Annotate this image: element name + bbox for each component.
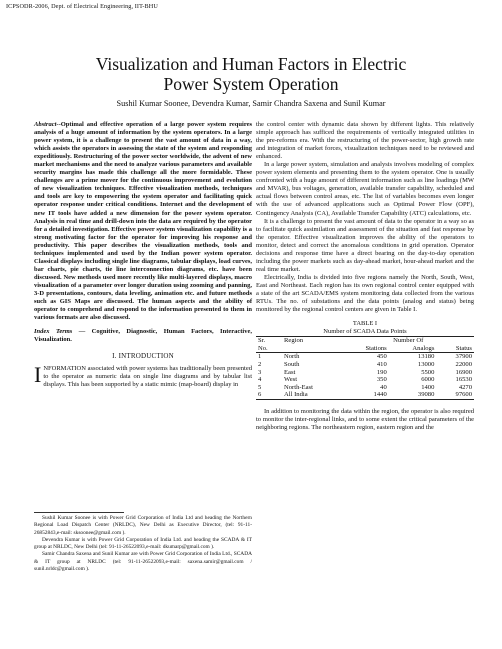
table-row [256, 353, 474, 361]
cell-stations: 410 [376, 360, 387, 368]
header-number-of: Number Of [342, 337, 474, 345]
cell-region: North-East [284, 383, 313, 391]
author-list: Sushil Kumar Soonee, Devendra Kumar, Samir Chandra Saxena and Sunil Kumar [116, 99, 386, 108]
cell-sr: 2 [258, 360, 262, 368]
footnote-divider [34, 512, 124, 513]
right-paragraph-5: In addition to monitoring the data within the region, the operator is also required to monitor the inter-regional links, and to some extent the critical parameters of the neighboring regions. The northeastern region, eastern region and the [256, 407, 474, 431]
right-paragraph-4: Electrically, India is divided into five regions namely the North, South, West, East and Northeast. Each region has its own regional control center equipped with a state of the art SCADA/EMS system monitoring data collected from the various RTUs. The no. of substations and the data points (analog and status) being monitored by the regional control centers are given in Table I. [256, 273, 474, 314]
table-row [256, 384, 474, 392]
right-column [256, 121, 474, 432]
cell-sr: 1 [258, 353, 262, 361]
table-row [256, 369, 474, 377]
scada-data-table [256, 336, 474, 400]
cell-region: All India [282, 391, 342, 399]
cell-stations: 40 [380, 383, 387, 391]
table-row [256, 376, 474, 384]
table-caption-number: TABLE I [352, 320, 378, 328]
index-terms-text: — Cognitive, Diagnostic, Human Factors, Interactive, Visualization. [34, 328, 252, 344]
cell-region: East [284, 368, 296, 376]
footnote-1: Sushil Kumar Soonee is with Power Grid Corporation of India Ltd and heading the Northern Regional Load Dispatch Center (NRLDC), New Delhi as Executive Director, (tel: 91-11-26852843,e-mail: sksoonee@gmail.com ). [34, 515, 252, 536]
header-sr: Sr. [256, 337, 282, 345]
table-row [256, 361, 474, 369]
cell-analogs: 5500 [421, 368, 435, 376]
cell-region: North [284, 353, 300, 361]
paper-title-line1: Visualization and Human Factors in Electric [95, 54, 407, 74]
intro-paragraph [34, 362, 252, 389]
cell-analogs: 1400 [421, 383, 435, 391]
index-terms [34, 328, 252, 344]
cell-status: 37900 [455, 353, 472, 361]
cell-status: 16900 [455, 368, 472, 376]
cell-status: 16530 [455, 376, 472, 384]
left-column [34, 121, 252, 389]
cell-status: 97600 [436, 391, 474, 399]
right-paragraph-1: the control center with dynamic data shown by different lights. This relatively simple approach has sufficed the requirements of vertically integrated utilities in the pre-reforms era. With the restructuring of the power-sector, high growth rate and integration of market forces, visualization techniques need to be reviewed and enhanced. [256, 121, 474, 161]
running-header: ICPSODR-2006, Dept. of Electrical Engineering, IIT-BHU [6, 3, 158, 10]
cell-status: 4270 [458, 383, 472, 391]
cell-stations: 1440 [342, 391, 388, 399]
intro-text: NFORMATION associated with power systems has traditionally been presented to the operator as numeric data on single line diagrams and by tabular list displays. This has been supported by a static mimic (map-board) display in [43, 365, 252, 389]
right-paragraph-3: It is a challenge to present the vast amount of data to the operator in a way so as to facilitate quick assimilation and assessment of the situation and fast response by the operator. Effective visualization improves the ability of the operators to monitor, detect and correct the anomalous conditions in grid operation. Operator decisions and response time have a direct bearing on the day-to-day operation including the power markets such as day-ahead market, hour-ahead market and the real time market. [256, 217, 474, 273]
cell-region: South [284, 360, 300, 368]
cell-analogs: 6000 [421, 376, 435, 384]
abstract [34, 121, 252, 322]
table-row [256, 391, 474, 399]
abstract-text: --Optimal and effective operation of a large power system requires analysis of a huge amount of information by the system operators. In a large power system, it is a challenge to present the vast amount of data in a way, which assists the operators in assessing the state of the system and responding expeditiously. Restructuring of the power sector worldwide, the advent of new market mechanisms and the need to analyze various parameters and available security margins has made this challenge all the more formidable. These challenges are a prime mover for the continuous improvement and evolution of new visualization techniques. Effective visualization methods, techniques and tools are key to empowering the system operator and facilitating quick operator response under critical conditions. Internet and the development of new IT tools have added a new dimension for the power system operator. Analysis in real time and drill-down into the data are required by the operator for a detailed investigation. Effective power system visualization capability is a strong motivating factor for the operator for improving his response and productivity. This paper describes the visualization methods, tools and techniques implemented and used by the Indian power system operator. Classical displays including single line diagrams, tabular displays, load curves, bar charts, pie charts, tie line interconnection diagrams, etc. have been discussed. New methods used more recently like multi-layered displays, macro visualization of a parameter over longer duration using zooming and panning, 3-D presentations, contours, data leveling, animation etc. and future methods such as GIS Maps are discussed. The human aspects and the ability of operator to comprehend and respond to the information presented to them in various formats are also discussed. [34, 121, 252, 322]
abstract-label: Abstract [34, 121, 57, 128]
cell-analogs: 13000 [417, 360, 435, 368]
header-no: No. [256, 345, 282, 353]
cell-analogs: 39080 [389, 391, 437, 399]
cell-sr: 3 [258, 368, 262, 376]
section-heading-introduction: I. INTRODUCTION [112, 352, 174, 361]
cell-stations: 450 [376, 353, 387, 361]
cell-sr: 6 [256, 391, 282, 399]
right-paragraph-2: In a large power system, simulation and analysis involves modeling of complex power system elements and presenting them to the system operator. One is usually confronted with a huge amount of different information such as line loadings (MW and MVAR), bus voltages, generation, available transfer capability, scheduled and actual flows between control areas, etc. The list of variables becomes even longer with the use of advanced applications such as Optimal Power Flow (OPF), Contingency Analysis (CA), Available Transfer Capability (ATC) calculations, etc. [256, 161, 474, 217]
footnote-3: Samir Chandra Saxena and Sunil Kumar are with Power Grid Corporation of India Ltd., SCADA & IT group at NRLDC (tel: 91-11-26522093,e-mail: saxena.samir@gmail.com / sunil.nrldc@gmail.com ). [34, 551, 252, 573]
scada-table-block [256, 320, 474, 400]
paper-title-line2: Power System Operation [163, 74, 339, 94]
header-analogs: Analogs [389, 345, 437, 353]
table-caption-title: Number of SCADA Data Points [323, 327, 407, 335]
cell-sr: 5 [258, 383, 262, 391]
cell-analogs: 13180 [417, 353, 435, 361]
cell-stations: 190 [376, 368, 387, 376]
header-stations: Stations [342, 345, 388, 353]
footnote-2: Devendra Kumar is with Power Grid Corporation of India Ltd. and heading the SCADA & IT group at NRLDC, New Delhi (tel: 91-11-26522093,e-mail: dkumarp@gmail.com ). [34, 536, 252, 551]
cell-sr: 4 [258, 376, 262, 384]
dropcap-letter: I [34, 362, 42, 388]
cell-region: West [284, 376, 298, 384]
cell-stations: 350 [376, 376, 387, 384]
author-footnotes [34, 512, 252, 573]
cell-status: 22000 [455, 360, 472, 368]
header-status: Status [436, 345, 474, 353]
index-terms-label: Index Terms [34, 328, 73, 336]
header-region: Region [282, 337, 342, 345]
